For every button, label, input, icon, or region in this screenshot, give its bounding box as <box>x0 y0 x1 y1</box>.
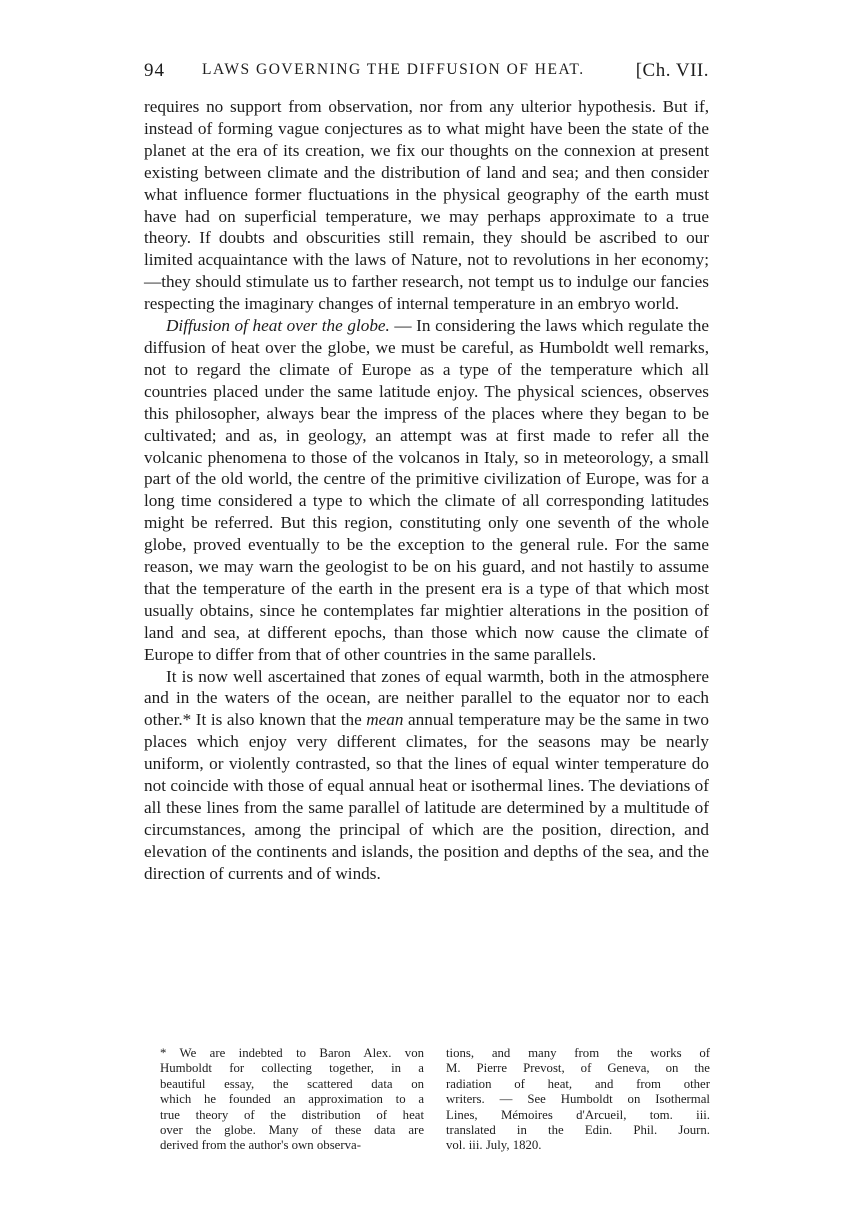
emphasis-mean: mean <box>366 710 404 730</box>
footnote-line: Humboldt for collecting together, in a <box>160 1061 424 1076</box>
page-number: 94 <box>144 60 165 81</box>
footnote-line: beautiful essay, the scattered data on <box>160 1076 424 1091</box>
section-heading: Diffusion of heat over the globe. <box>166 316 390 336</box>
chapter-label: [Ch. VII. <box>635 60 709 81</box>
footnote-line: writers. — See Humboldt on Isothermal <box>446 1092 710 1107</box>
footnote-line: translated in the Edin. Phil. Journ. <box>446 1123 710 1138</box>
footnote-line: true theory of the distribution of heat <box>160 1107 424 1122</box>
footnote-line: tions, and many from the works of <box>446 1046 710 1060</box>
paragraph-continued: requires no support from observation, nor from any ulterior hypothesis. But if, instead of forming vague conjectures as to what might have been the state of the planet at the era of its creation, we fix our thoughts on the connexion at present existing between climate and the distribution of land and sea; and then consider what influence former fluctuations in the physical geography of the earth must have had on superficial temperature, we may perhaps approximate to a true theory. If doubts and obscurities still remain, they should be ascribed to our limited acquaintance with the laws of Nature, not to revolutions in her economy;—they should stimulate us to farther research, not tempt us to indulge our fancies respecting the imaginary changes of internal temperature in an embryo world. <box>144 97 709 314</box>
footnote <box>160 1046 710 1154</box>
running-header <box>144 60 709 86</box>
running-title: LAWS GOVERNING THE DIFFUSION OF HEAT. <box>202 61 585 78</box>
footnote-line: radiation of heat, and from other <box>446 1076 710 1091</box>
paragraph-text: — In considering the laws which regulate the diffusion of heat over the globe, we must be careful, as Humboldt well remarks, not to regard the climate of Europe as a type of the temperature which all countries placed under the same latitude enjoy. The physical sciences, observes this philosopher, always bear the impress of the places where they began to be cultivated; and as, in geology, an attempt was at first made to refer all the volcanic phenomena to those of the volcanos in Italy, so in meteorology, a small part of the old world, the centre of the primitive civilization of Europe, was for a long time considered a type to which the climate of all corresponding latitudes might be referred. But this region, constituting only one seventh of the whole globe, proved eventually to be the exception to the general rule. For the same reason, we may warn the geologist to be on his guard, and not hastily to assume that the temperature of the earth in the present era is a type of that which most usually obtains, since he contemplates far mightier alterations in the position of land and sea, at different epochs, than those which now cause the climate of Europe to differ from that of other countries in the same parallels. <box>144 316 709 664</box>
footnote-line: derived from the author's own observa- <box>160 1138 361 1153</box>
footnote-line: * We are indebted to Baron Alex. von <box>160 1046 424 1060</box>
footnote-line: M. Pierre Prevost, of Geneva, on the <box>446 1061 710 1076</box>
footnote-column-right <box>446 1046 710 1154</box>
footnote-line: Lines, Mémoires d'Arcueil, tom. iii. <box>446 1107 710 1122</box>
paragraph-text: It is now well ascertained that zones of equal warmth, both in the atmosphere and in the waters of the ocean, are neither parallel to the equator nor to each other.* It is also known that the <box>144 666 709 730</box>
paragraph-text: annual temperature may be the same in two places which enjoy very different climates, for the seasons may be nearly uniform, or violently contrasted, so that the lines of equal winter temperature do not coincide with those of equal annual heat or isothermal lines. The deviations of all these lines from the same parallel of latitude are determined by a multitude of circumstances, among the principal of which are the position, direction, and elevation of the continents and islands, the position and depths of the sea, and the direction of currents and of winds. <box>144 710 709 883</box>
main-text <box>144 96 709 885</box>
footnote-line: which he founded an approximation to a <box>160 1092 424 1107</box>
paragraph-isothermal <box>144 666 709 885</box>
footnote-line: over the globe. Many of these data are <box>160 1123 424 1138</box>
footnote-column-left <box>160 1046 424 1154</box>
footnote-line: vol. iii. July, 1820. <box>446 1138 542 1153</box>
paragraph-diffusion <box>144 315 709 666</box>
